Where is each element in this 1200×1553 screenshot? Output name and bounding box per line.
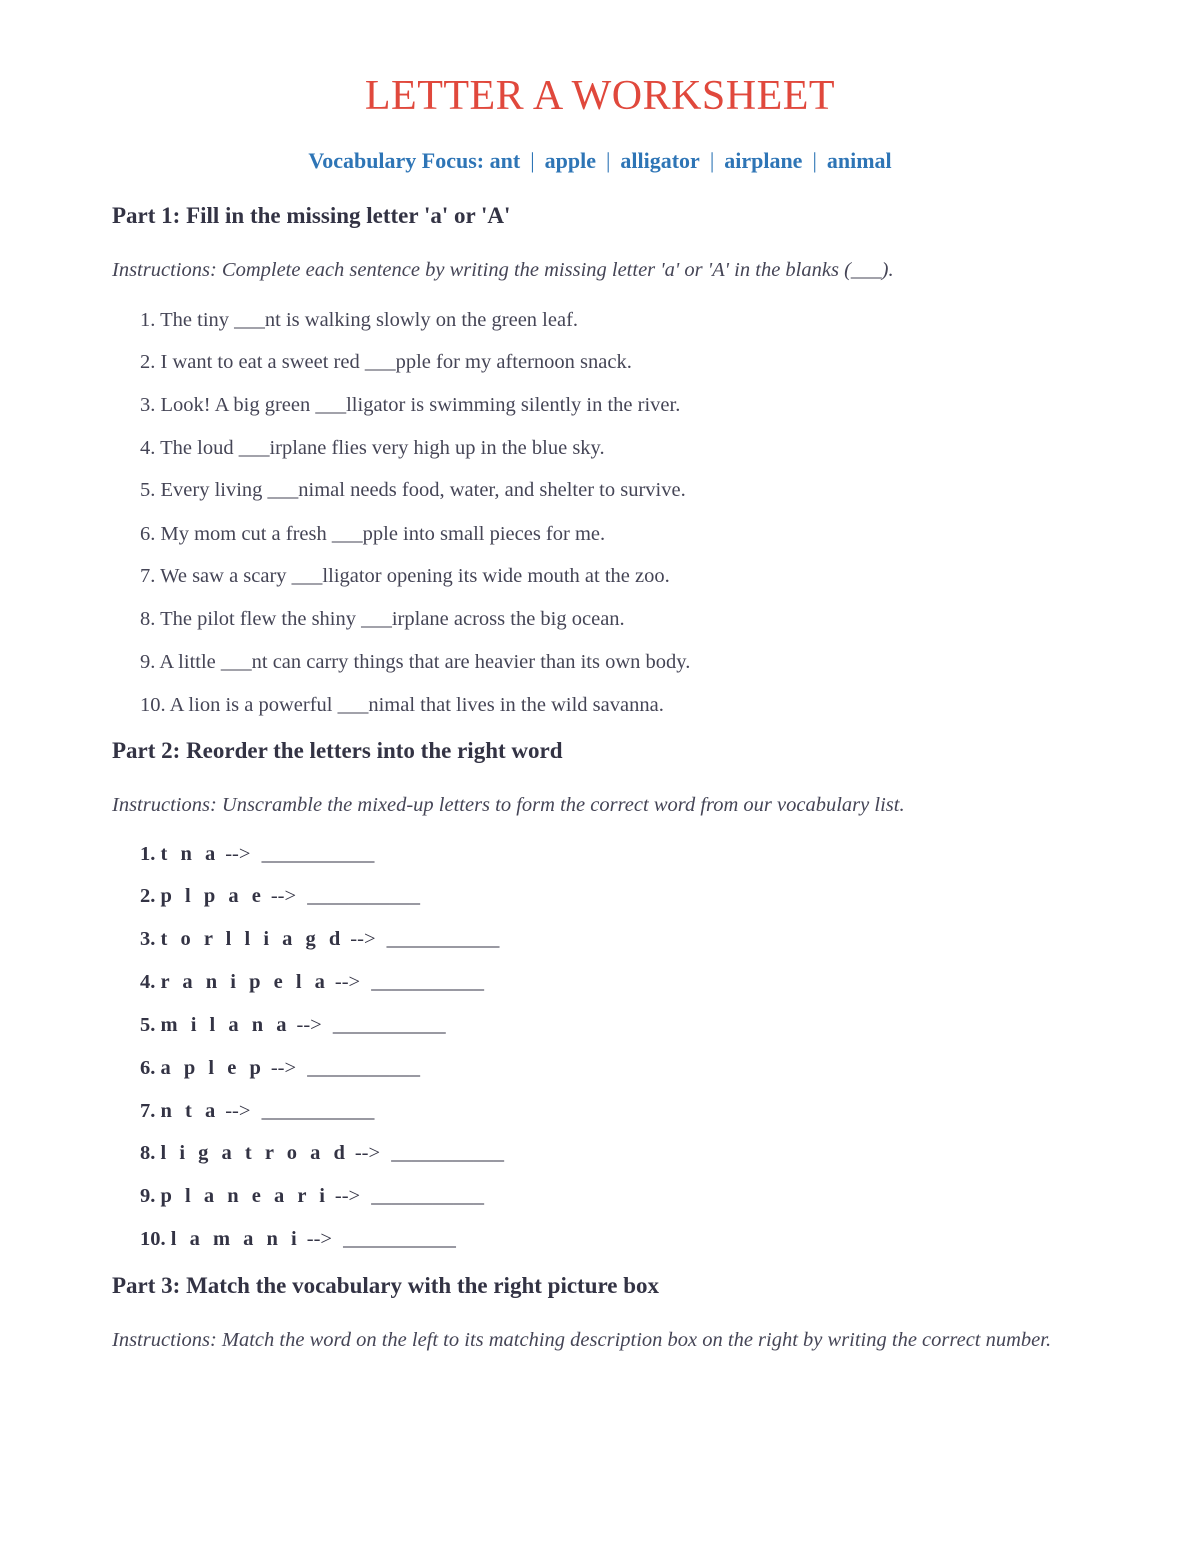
- vocabulary-focus-label: Vocabulary Focus:: [308, 148, 490, 173]
- arrow: -->: [350, 928, 376, 950]
- scramble-item: [140, 1100, 374, 1123]
- part2-instructions: Instructions: Unscramble the mixed-up letters to form the correct word from our vocabulary list.: [112, 794, 905, 816]
- arrow: -->: [354, 1142, 381, 1164]
- answer-blank[interactable]: ___________: [386, 928, 500, 950]
- answer-blank[interactable]: ___________: [307, 885, 420, 907]
- scramble-item: [140, 928, 499, 951]
- sentence-number: 10.: [140, 694, 166, 716]
- answer-blank[interactable]: ___________: [371, 971, 484, 993]
- sentence-item: [140, 694, 664, 717]
- scramble-number: 7.: [140, 1100, 156, 1122]
- vocab-separator: |: [530, 148, 535, 173]
- sentence-text: I want to eat a sweet red ___pple for my afternoon snack.: [160, 351, 632, 373]
- vocab-word: ant: [489, 148, 521, 173]
- scrambled-letters: a p l e p: [160, 1057, 265, 1079]
- scramble-number: 2.: [140, 885, 156, 907]
- part3-instructions: Instructions: Match the word on the left to its matching description box on the right by writing the correct number.: [112, 1329, 1052, 1351]
- scramble-item: [140, 885, 420, 908]
- answer-blank[interactable]: ___________: [343, 1228, 456, 1250]
- sentence-text: Every living ___nimal needs food, water, and shelter to survive.: [160, 479, 686, 501]
- scrambled-letters: m i l a n a: [160, 1014, 291, 1036]
- scramble-number: 3.: [140, 928, 156, 950]
- sentence-number: 7.: [140, 565, 156, 587]
- part2-heading: Part 2: Reorder the letters into the right word: [112, 738, 563, 763]
- sentence-text: The loud ___irplane flies very high up in the blue sky.: [160, 437, 605, 459]
- sentence-number: 5.: [140, 479, 156, 501]
- scramble-item: [140, 1014, 446, 1037]
- scrambled-letters: l a m a n i: [170, 1228, 301, 1250]
- arrow: -->: [225, 843, 251, 865]
- scramble-item: [140, 971, 484, 994]
- scramble-number: 9.: [140, 1185, 156, 1207]
- sentence-text: The pilot flew the shiny ___irplane across the big ocean.: [160, 608, 625, 630]
- scramble-item: [140, 1057, 420, 1080]
- part3-heading: Part 3: Match the vocabulary with the right picture box: [112, 1273, 660, 1298]
- sentence-number: 6.: [140, 523, 156, 545]
- vocab-word: airplane: [724, 148, 803, 173]
- vocabulary-focus: [0, 148, 1200, 174]
- sentence-text: A lion is a powerful ___nimal that lives in the wild savanna.: [169, 694, 664, 716]
- sentence-text: Look! A big green ___lligator is swimming silently in the river.: [160, 394, 681, 416]
- sentence-number: 2.: [140, 351, 156, 373]
- answer-blank[interactable]: ___________: [307, 1057, 420, 1079]
- part1-heading: Part 1: Fill in the missing letter 'a' or 'A': [112, 203, 511, 228]
- sentence-number: 4.: [140, 437, 156, 459]
- part1-instructions: Instructions: Complete each sentence by writing the missing letter 'a' or 'A' in the blanks (___).: [112, 259, 894, 281]
- scrambled-letters: t o r l l i a g d: [160, 928, 345, 950]
- scramble-number: 10.: [140, 1228, 166, 1250]
- vocab-word: alligator: [620, 148, 700, 173]
- scrambled-letters: p l p a e: [160, 885, 265, 907]
- scrambled-letters: t n a: [160, 843, 220, 865]
- sentence-text: We saw a scary ___lligator opening its wide mouth at the zoo.: [160, 565, 670, 587]
- scramble-item: [140, 843, 374, 866]
- sentence-number: 1.: [140, 309, 156, 331]
- sentence-number: 3.: [140, 394, 156, 416]
- scrambled-letters: l i g a t r o a d: [160, 1142, 349, 1164]
- arrow: -->: [334, 1185, 361, 1207]
- arrow: -->: [334, 971, 361, 993]
- scramble-number: 1.: [140, 843, 156, 865]
- sentence-item: [140, 565, 670, 588]
- answer-blank[interactable]: ___________: [391, 1142, 504, 1164]
- sentence-number: 9.: [140, 651, 156, 673]
- sentence-item: [140, 351, 632, 374]
- vocab-separator: |: [812, 148, 817, 173]
- sentence-item: [140, 479, 686, 502]
- sentence-item: [140, 608, 625, 631]
- arrow: -->: [306, 1228, 332, 1250]
- scramble-number: 4.: [140, 971, 156, 993]
- scramble-number: 6.: [140, 1057, 156, 1079]
- sentence-item: [140, 523, 605, 546]
- arrow: -->: [270, 885, 297, 907]
- vocab-separator: |: [605, 148, 611, 173]
- sentence-text: My mom cut a fresh ___pple into small pieces for me.: [160, 523, 606, 545]
- vocab-word: apple: [544, 148, 596, 173]
- scrambled-letters: r a n i p e l a: [160, 971, 329, 993]
- vocab-separator: |: [709, 148, 715, 173]
- vocab-word: animal: [826, 148, 892, 173]
- scramble-number: 8.: [140, 1142, 156, 1164]
- answer-blank[interactable]: ___________: [261, 843, 375, 865]
- sentence-text: The tiny ___nt is walking slowly on the green leaf.: [160, 309, 579, 331]
- answer-blank[interactable]: ___________: [371, 1185, 484, 1207]
- sentence-item: [140, 309, 578, 332]
- answer-blank[interactable]: ___________: [332, 1014, 446, 1036]
- scramble-item: [140, 1142, 504, 1165]
- scrambled-letters: p l a n e a r i: [160, 1185, 329, 1207]
- worksheet-title: LETTER A WORKSHEET: [364, 73, 836, 119]
- answer-blank[interactable]: ___________: [261, 1100, 375, 1122]
- arrow: -->: [270, 1057, 297, 1079]
- sentence-number: 8.: [140, 608, 156, 630]
- scramble-item: [140, 1228, 456, 1251]
- arrow: -->: [225, 1100, 251, 1122]
- scrambled-letters: n t a: [160, 1100, 220, 1122]
- arrow: -->: [296, 1014, 322, 1036]
- scramble-item: [140, 1185, 484, 1208]
- sentence-item: [140, 394, 680, 417]
- scramble-number: 5.: [140, 1014, 156, 1036]
- sentence-item: [140, 651, 690, 674]
- sentence-text: A little ___nt can carry things that are heavier than its own body.: [159, 651, 691, 673]
- sentence-item: [140, 437, 605, 460]
